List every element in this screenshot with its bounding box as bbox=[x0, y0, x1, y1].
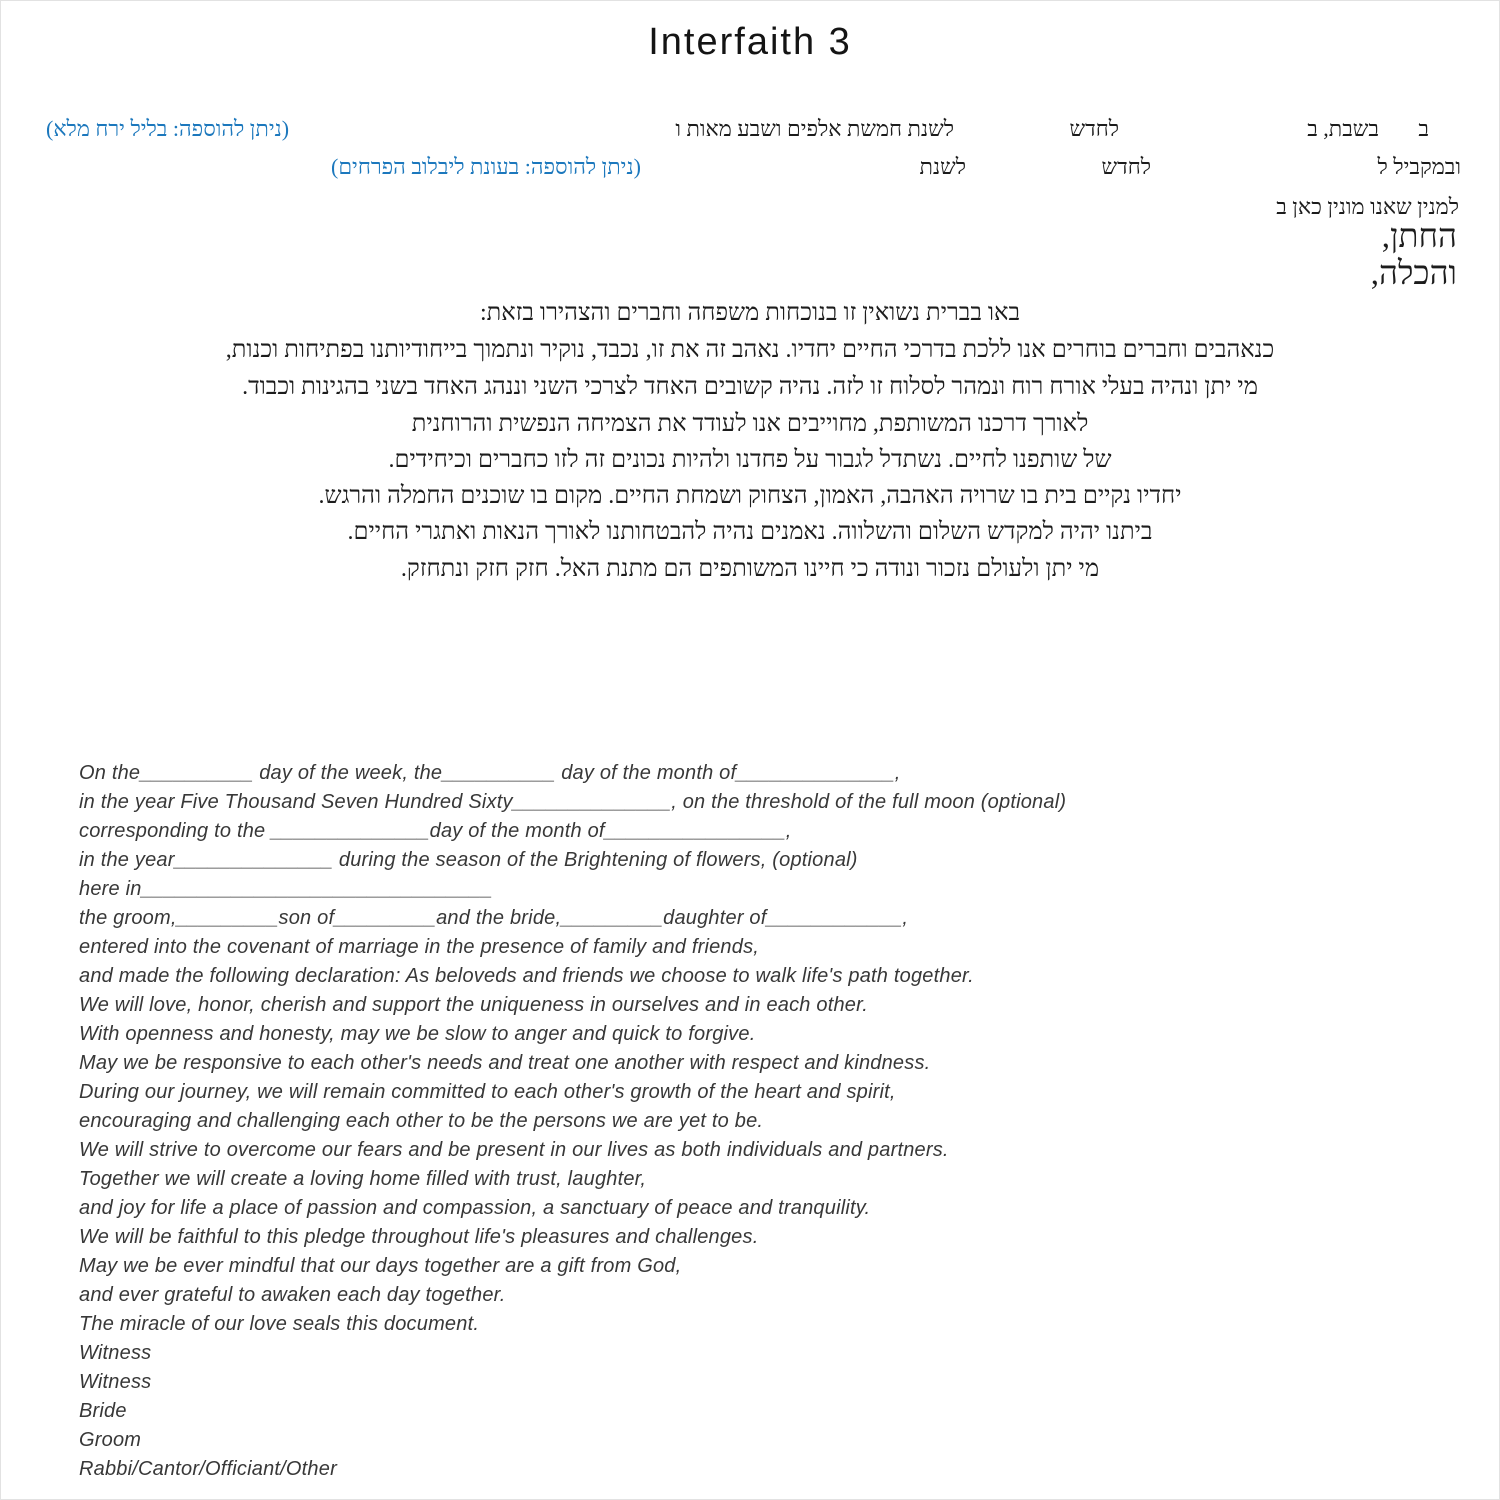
hebrew-year-phrase: לשנת חמשת אלפים ושבע מאות ו bbox=[675, 116, 954, 141]
hebrew-optional-blossoming: (ניתן להוספה: בעונת ליבלוב הפרחים) bbox=[331, 154, 641, 179]
english-line-declaration: and made the following declaration: As beloveds and friends we choose to walk life's path together. bbox=[79, 965, 974, 987]
hebrew-lachodesh-1: לחדש bbox=[1069, 116, 1119, 141]
hebrew-groom-label: החתן, bbox=[1381, 219, 1457, 255]
english-line-here-in: here in_______________________________ bbox=[79, 878, 493, 900]
english-line-together-home: Together we will create a loving home filled with trust, laughter, bbox=[79, 1168, 647, 1190]
hebrew-paragraph-line: לאורך דרכנו המשותפת, מחוייבים אנו לעודד את הצמיחה הנפשית והרוחנית bbox=[411, 411, 1089, 437]
english-text-block bbox=[79, 759, 1439, 1484]
english-line-joy-for-life: and joy for life a place of passion and compassion, a sanctuary of peace and tranquility. bbox=[79, 1197, 871, 1219]
english-line-miracle: The miracle of our love seals this document. bbox=[79, 1313, 480, 1335]
english-line-mindful: May we be ever mindful that our days together are a gift from God, bbox=[79, 1255, 682, 1277]
hebrew-paragraph-line: מי יתן ולעולם נזכור ונודה כי חיינו המשותפים הם מתנת האל. חזק חזק ונתחזק. bbox=[400, 556, 1100, 582]
signature-line-witness-2: Witness bbox=[79, 1371, 152, 1393]
english-line-grateful: and ever grateful to awaken each day together. bbox=[79, 1284, 506, 1306]
page-title: Interfaith 3 bbox=[648, 21, 852, 63]
hebrew-optional-full-moon: (ניתן להוספה: בליל ירח מלא) bbox=[46, 116, 290, 141]
signature-line-officiant: Rabbi/Cantor/Officiant/Other bbox=[79, 1458, 337, 1480]
hebrew-beshabbat: בשבת, ב bbox=[1307, 116, 1379, 141]
hebrew-bride-label: והכלה, bbox=[1370, 256, 1457, 292]
english-line-year-secular: in the year______________ during the season of the Brightening of flowers, (optional) bbox=[79, 849, 858, 871]
hebrew-lishnat: לשנת bbox=[919, 154, 966, 179]
english-line-covenant: entered into the covenant of marriage in the presence of family and friends, bbox=[79, 936, 760, 958]
signature-line-bride: Bride bbox=[79, 1400, 127, 1422]
hebrew-paragraph-line: יחדיו נקיים בית בו שרויה האהבה, האמון, הצחוק ושמחת החיים. מקום בו שוכנים החמלה והרגש. bbox=[318, 483, 1182, 509]
hebrew-uvemakbil: ובמקביל ל bbox=[1377, 154, 1461, 179]
signature-line-witness-1: Witness bbox=[79, 1342, 152, 1364]
english-line-strive: We will strive to overcome our fears and be present in our lives as both individuals and partners. bbox=[79, 1139, 949, 1161]
hebrew-paragraph-line: מי יתן ונהיה בעלי אורח רוח ונמהר לסלוח זו לזה. נהיה קשובים האחד לצרכי השני וננהג האחד בשני בהגינות וכבוד. bbox=[242, 374, 1258, 400]
hebrew-day-letter: ב bbox=[1418, 116, 1429, 141]
english-line-love-honor: We will love, honor, cherish and support the uniqueness in ourselves and in each other. bbox=[79, 994, 868, 1016]
english-line-openness: With openness and honesty, may we be slow to anger and quick to forgive. bbox=[79, 1023, 756, 1045]
english-line-journey: During our journey, we will remain committed to each other's growth of the heart and spirit, bbox=[79, 1081, 896, 1103]
english-line-date-week: On the__________ day of the week, the__________ day of the month of______________, bbox=[79, 762, 901, 784]
hebrew-counting-here: למנין שאנו מונין כאן ב bbox=[1276, 194, 1459, 219]
english-line-groom-bride: the groom,_________son of_________and the bride,_________daughter of____________, bbox=[79, 907, 909, 929]
hebrew-lachodesh-2: לחדש bbox=[1101, 154, 1151, 179]
english-line-corresponding: corresponding to the ______________day of the month of________________, bbox=[79, 820, 792, 842]
english-line-year-hebrew: in the year Five Thousand Seven Hundred Sixty______________, on the threshold of the full moon (optional) bbox=[79, 791, 1067, 813]
hebrew-paragraph-line: של שותפנו לחיים. נשתדל לגבור על פחדנו ולהיות נכונים זה לזו כחברים וכיחידים. bbox=[388, 447, 1112, 473]
english-line-responsive: May we be responsive to each other's needs and treat one another with respect and kindness. bbox=[79, 1052, 931, 1074]
english-line-faithful: We will be faithful to this pledge throughout life's pleasures and challenges. bbox=[79, 1226, 759, 1248]
hebrew-paragraph-line: כנאהבים וחברים בוחרים אנו ללכת בדרכי החיים יחדיו. נאהב זה את זו, נכבד, נוקיר ונתמוך בייחודיותנו בפתיחות וכנות, bbox=[225, 337, 1275, 363]
hebrew-paragraph-line: ביתנו יהיה למקדש השלום והשלווה. נאמנים נהיה להבטחותנו לאורך הנאות ואתגרי החיים. bbox=[347, 519, 1153, 545]
hebrew-paragraph-line: באו בברית נשואין זו בנוכחות משפחה וחברים והצהירו בזאת: bbox=[479, 300, 1021, 326]
english-line-encouraging: encouraging and challenging each other to be the persons we are yet to be. bbox=[79, 1110, 764, 1132]
signature-line-groom: Groom bbox=[79, 1429, 142, 1451]
